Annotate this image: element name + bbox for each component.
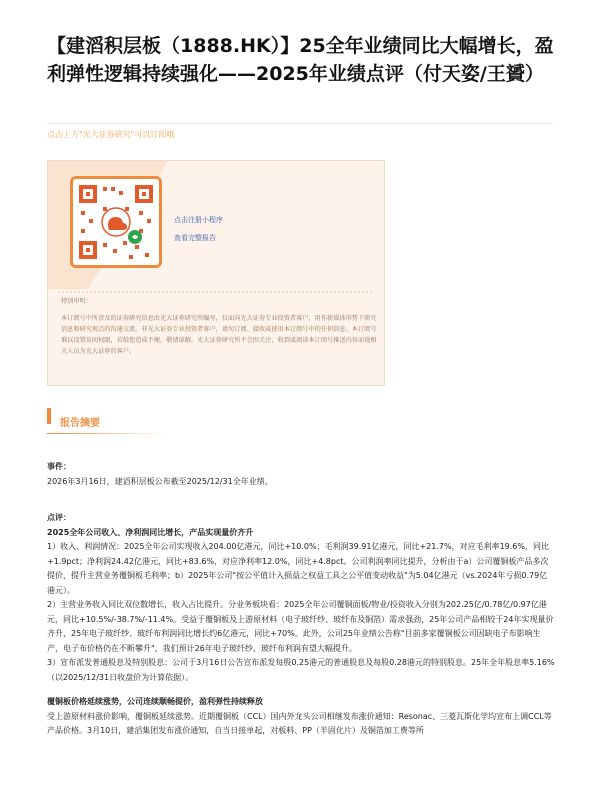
card-separator	[58, 291, 374, 293]
divider	[47, 123, 553, 124]
paragraph-4: 受上游原材料涨价影响，覆铜板延续涨势。近期覆铜板（CCL）国内外龙头公司相继发布涨价通知：Resonac、三菱瓦斯化学均宣布上调CCL等产品价格。3月10日，建滔集团发布涨价通知，自当日接单起，对板料、PP（半固化片）及铜箔加工费等所	[47, 711, 552, 735]
section-title: 报告摘要	[60, 418, 100, 429]
register-miniprogram-link[interactable]: 点击注册小程序	[174, 216, 223, 224]
paragraph-1: 1）收入、利润情况：2025全年公司实现收入204.00亿港元，同比+10.0%；毛利润39.91亿港元，同比+21.7%，对应毛利率19.6%，同比+1.9pct；净利润24.42亿港元，同比+83.6%，对应净利率12.0%，同比+4.8pct。公司利润率同比提升，分析由于a）公司覆铜板产品多次提价，提升主营业务覆铜板毛利率；b）2025年公司"按公平值计入损益之权益工具之公平值变动收益"为5.04亿港元（vs.2024年亏损0.79亿港元）。	[47, 542, 549, 595]
paragraph-3: 3）宣布派发普通股息及特别股息：公司于3月16日公告宣布派发每股0.25港元的普通股息及每股0.28港元的特别股息。25年全年股息率5.16%（以2025/12/31日收盘价为计算依据）。	[47, 658, 555, 682]
comment-label: 点评：	[47, 513, 71, 522]
disclaimer	[61, 296, 379, 357]
qr-code[interactable]	[70, 176, 162, 268]
paragraph-2: 2）主营业务收入同比双位数增长，收入占比提升。分业务板块看：2025全年公司覆铜面板/物业/投资收入分别为202.25亿/0.78亿/0.97亿港元，同比+10.5%/-38.7%/-11.4%。受益于覆铜板及上游原材料（电子玻纤纱、玻纤布及铜箔）需求强劲，25年公司产品相较于24年实现量价齐升，25年电子玻纤纱、玻纤布利润同比增长约6亿港元，同比+70%。此外，公司25年业绩公告称"目前多家覆铜板公司因缺电子布影响生产，电子布价格仍在不断攀升"，我们预计26年电子玻纤纱、玻纤布利润有望大幅提升。	[47, 600, 554, 653]
report-body	[47, 460, 555, 739]
view-full-report-link[interactable]: 查看完整报告	[174, 234, 216, 242]
heading-2: 覆铜板价格延续涨势，公司连续顺畅提价，盈利弹性持续释放	[47, 697, 263, 706]
section-marker	[47, 408, 51, 424]
event-label: 事件：	[47, 462, 71, 471]
disclaimer-text: 本订阅号中所涉及的证券研究信息由光大证券研究所编写，仅面向光大证券专业投资者客户，用作新媒体形势下研究信息和研究观点的沟通交流。非光大证券专业投资者客户，请勿订阅、接收或使用本订阅号中的任何信息。本订阅号难以设置访问权限，若给您造成不便，敬请谅解。光大证券研究所不会因关注、收到或阅读本订阅号推送内容而视相关人员为光大证券的客户。	[61, 315, 377, 355]
event-text: 2026年3月16日，建滔积层板公布截至2025/12/31全年业绩。	[47, 476, 273, 486]
heading-1: 2025全年公司收入、净利润同比增长，产品实现量价齐升	[47, 527, 254, 537]
disclaimer-title: 特别申明：	[61, 298, 92, 305]
page-title: 【建滔积层板（1888.HK）】25全年业绩同比大幅增长，盈利弹性逻辑持续强化——2025年业绩点评（付天姿/王贇）	[47, 35, 554, 85]
section-underline	[47, 433, 167, 434]
subscribe-notice[interactable]: 点击上方"光大证券研究"可以订阅哦	[47, 130, 175, 139]
